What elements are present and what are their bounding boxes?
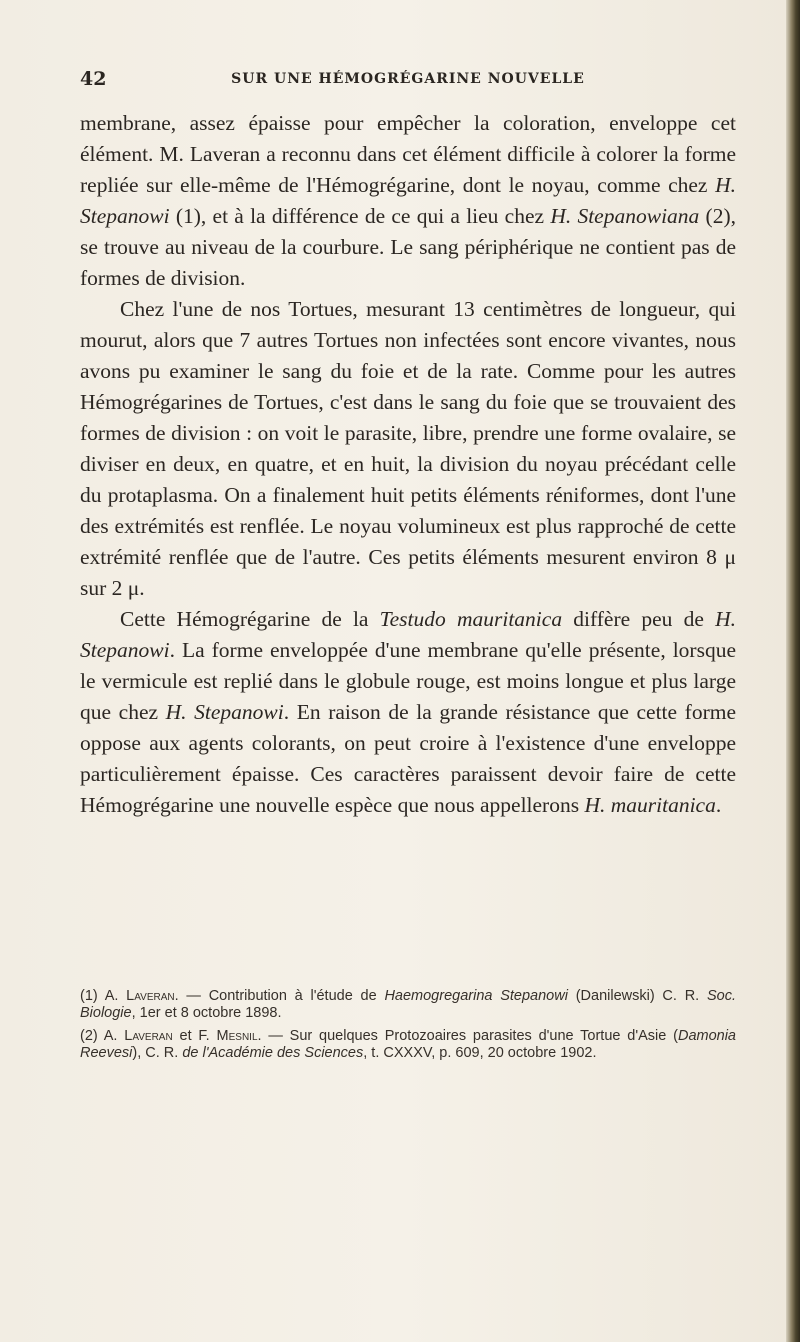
paragraph-text: . En raison de la grande résistance que cette forme oppose aux agents colorants, on peut croire à l'existence d'une enveloppe particulièrement épaisse. Ces caractères paraissent devoir faire de cette Hémogrégarine une nouvelle espèce que nous appellerons	[80, 700, 737, 817]
paragraph-italic: H. Stepanowi	[80, 607, 736, 662]
page-edge-shadow	[786, 0, 800, 1342]
paragraph-italic: H. mauritanica	[584, 793, 716, 817]
footnote-italic: de l'Académie des Sciences	[182, 1045, 364, 1061]
body-text	[80, 108, 736, 821]
paragraph-text: diffère peu de	[562, 607, 716, 631]
paragraph-text: .	[715, 793, 722, 817]
page-header	[80, 68, 736, 98]
paragraph	[80, 604, 736, 821]
paragraph-text: Cette Hémogrégarine de la	[120, 607, 380, 631]
footnote-text: , t. CXXXV, p. 609, 20 octobre 1902.	[363, 1045, 597, 1061]
footnote-text: (Danilewski) C. R.	[567, 988, 707, 1004]
footnote-author: Laveran	[124, 1028, 173, 1044]
footnote-italic: Soc. Biologie	[80, 988, 736, 1021]
footnote	[80, 988, 736, 1022]
footnotes	[80, 988, 736, 1068]
footnote-text: . — Contribution à l'étude de	[174, 988, 385, 1004]
paragraph-text: (2), se trouve au niveau de la courbure. Le sang périphérique ne contient pas de formes de division.	[80, 204, 736, 290]
paragraph-text: (1), et à la différence de ce qui a lieu chez	[169, 204, 551, 228]
footnote-text: ), C. R.	[132, 1045, 183, 1061]
paragraph-italic: H. Stepanowiana	[550, 204, 700, 228]
footnote-author: Laveran	[126, 988, 175, 1004]
paragraph-text: membrane, assez épaisse pour empêcher la coloration, enveloppe cet élément. M. Laveran a reconnu dans cet élément difficile à colorer la forme repliée sur elle-même de l'Hémogrégarine, dont le noyau, comme chez	[80, 111, 736, 197]
footnote-text: (2) A.	[80, 1028, 125, 1044]
running-head: SUR UNE HÉMOGRÉGARINE NOUVELLE	[231, 71, 585, 87]
paragraph-text: . La forme enveloppée d'une membrane qu'elle présente, lorsque le vermicule est replié dans le globule rouge, est moins longue et plus large que chez	[80, 638, 736, 724]
paragraph	[80, 108, 736, 294]
paragraph-italic: H. Stepanowi	[80, 173, 736, 228]
footnote-text: , 1er et 8 octobre 1898.	[131, 1005, 282, 1021]
paragraph-italic: H. Stepanowi	[165, 700, 284, 724]
footnote-author: Mesnil	[216, 1028, 258, 1044]
footnote	[80, 1028, 736, 1062]
footnote-text: et F.	[172, 1028, 217, 1044]
page-number: 42	[80, 68, 107, 90]
footnote-italic: Haemogregarina Stepanowi	[384, 988, 568, 1004]
footnote-text: (1) A.	[80, 988, 127, 1004]
footnote-italic: Damonia Reevesi	[80, 1028, 736, 1061]
paragraph-text: Chez l'une de nos Tortues, mesurant 13 centimètres de longueur, qui mourut, alors que 7 autres Tortues non infectées sont encore vivantes, nous avons pu examiner le sang du foie et de la rate. Comme pour les autres Hémogrégarines de Tortues, c'est dans le sang du foie que se trouvaient des formes de division : on voit le parasite, libre, prendre une forme ovalaire, se diviser en deux, en quatre, et en huit, la division du noyau précédant celle du protaplasma. On a finalement huit petits éléments réniformes, dont l'une des extrémités est renflée. Le noyau volumineux est plus rapproché de cette extrémité renflée que de l'autre. Ces petits éléments mesurent environ 8 μ sur 2 μ.	[80, 297, 736, 600]
paragraph	[80, 294, 736, 604]
footnote-text: . — Sur quelques Protozoaires parasites d'une Tortue d'Asie (	[257, 1028, 678, 1044]
paragraph-italic: Testudo mauritanica	[379, 607, 563, 631]
